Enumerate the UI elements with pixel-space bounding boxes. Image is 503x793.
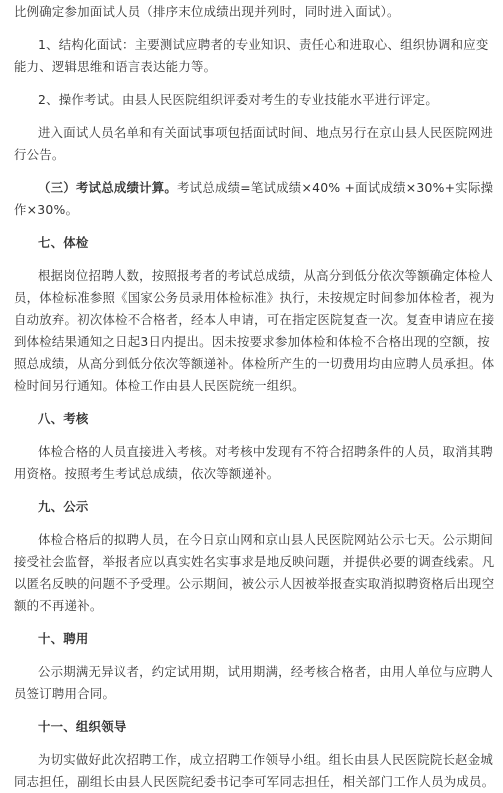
total-score-formula: 考试总成绩=笔试成绩×40% +面试成绩×30%+实际操作×30%。	[14, 180, 494, 217]
paragraph-structured-interview: 1、结构化面试：主要测试应聘者的专业知识、责任心和进取心、组织协调和应变能力、逻辑思维和语言表达能力等。	[14, 37, 489, 74]
paragraph-publicity: 体检合格后的拟聘人员，在今日京山网和京山县人民医院网站公示七天。公示期间接受社会监督，举报者应以真实姓名实事求是地反映问题，并提供必要的调查线索。凡以匿名反映的问题不予受理。公示期间，被公示人因被举报查实取消拟聘资格后出现空额的不再递补。	[14, 532, 495, 613]
paragraph-employment: 公示期满无异议者，约定试用期，试用期满，经考核合格者，由用人单位与应聘人员签订聘用合同。	[14, 664, 494, 701]
paragraph-total-score	[14, 177, 495, 221]
heading-assessment: 八、考核	[38, 411, 89, 426]
heading-medical-exam: 七、体检	[38, 235, 89, 250]
total-score-lead: （三）考试总成绩计算。	[38, 180, 178, 195]
paragraph-interview-ratio: 比例确定参加面试人员（排序末位成绩出现并列时，同时进入面试）。	[14, 4, 400, 19]
heading-employment: 十、聘用	[38, 631, 89, 646]
heading-publicity: 九、公示	[38, 499, 89, 514]
heading-leadership: 十一、组织领导	[38, 719, 127, 734]
paragraph-leadership: 为切实做好此次招聘工作，成立招聘工作领导小组。组长由县人民医院院长赵金城同志担任，副组长由县人民医院纪委书记李可军同志担任，相关部门工作人员为成员。	[14, 752, 495, 789]
paragraph-practical-exam: 2、操作考试。由县人民医院组织评委对考生的专业技能水平进行评定。	[38, 92, 438, 107]
paragraph-assessment: 体检合格的人员直接进入考核。对考核中发现有不符合招聘条件的人员，取消其聘用资格。按照考生考试总成绩，依次等额递补。	[14, 444, 494, 481]
paragraph-interview-notice: 进入面试人员名单和有关面试事项包括面试时间、地点另行在京山县人民医院网进行公告。	[14, 125, 494, 162]
paragraph-medical-exam: 根据岗位招聘人数，按照报考者的考试总成绩，从高分到低分依次等额确定体检人员，体检标准参照《国家公务员录用体检标准》执行，未按规定时间参加体检者，视为自动放弃。初次体检不合格者，经本人申请，可在指定医院复查一次。复查申请应在接到体检结果通知之日起3日内提出。因未按要求参加体检和体检不合格出现的空额，按照总成绩，从高分到低分依次等额递补。体检所产生的一切费用均由应聘人员承担。体检时间另行通知。体检工作由县人民医院统一组织。	[14, 268, 495, 393]
